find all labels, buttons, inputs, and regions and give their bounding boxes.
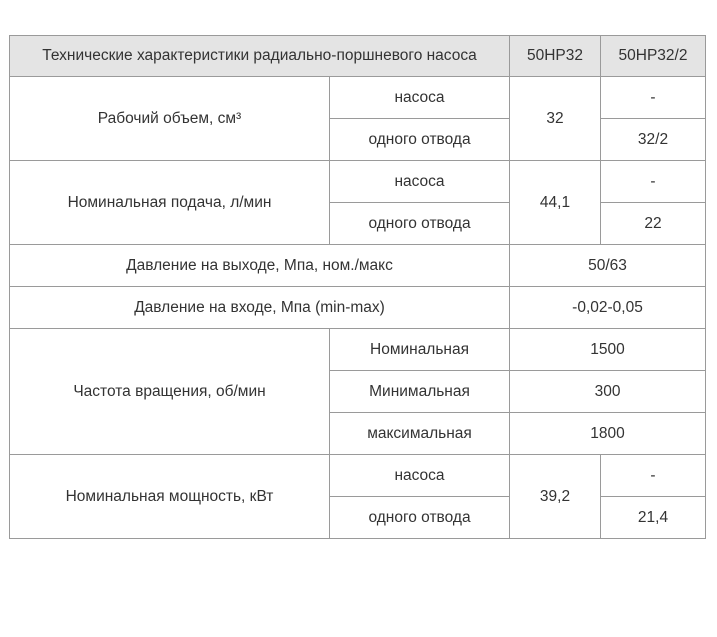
spec-table (9, 35, 706, 539)
table-row (10, 161, 706, 203)
speed-maximum-value: 1800 (510, 413, 706, 455)
displacement-model2-outlet: 32/2 (601, 119, 706, 161)
speed-nominal-value: 1500 (510, 329, 706, 371)
displacement-label: Рабочий объем, см³ (10, 77, 330, 161)
power-label: Номинальная мощность, кВт (10, 455, 330, 539)
speed-sub-maximum: максимальная (330, 413, 510, 455)
table-row (10, 455, 706, 497)
speed-minimum-value: 300 (510, 371, 706, 413)
power-model1-value: 39,2 (510, 455, 601, 539)
power-model2-outlet: 21,4 (601, 497, 706, 539)
power-sub-outlet: одного отвода (330, 497, 510, 539)
speed-label: Частота вращения, об/мин (10, 329, 330, 455)
speed-sub-minimum: Минимальная (330, 371, 510, 413)
displacement-model1-value: 32 (510, 77, 601, 161)
flow-model1-value: 44,1 (510, 161, 601, 245)
table-row (10, 245, 706, 287)
table-row (10, 77, 706, 119)
flow-sub-outlet: одного отвода (330, 203, 510, 245)
flow-label: Номинальная подача, л/мин (10, 161, 330, 245)
speed-sub-nominal: Номинальная (330, 329, 510, 371)
header-row (10, 36, 706, 77)
model-1-header: 50НР32 (510, 36, 601, 77)
model-2-header: 50НР32/2 (601, 36, 706, 77)
inlet-pressure-label: Давление на входе, Мпа (min-max) (10, 287, 510, 329)
power-sub-pump: насоса (330, 455, 510, 497)
inlet-pressure-value: -0,02-0,05 (510, 287, 706, 329)
flow-model2-outlet: 22 (601, 203, 706, 245)
table-title: Технические характеристики радиально-поршневого насоса (10, 36, 510, 77)
displacement-model2-pump: - (601, 77, 706, 119)
displacement-sub-pump: насоса (330, 77, 510, 119)
outlet-pressure-label: Давление на выходе, Мпа, ном./макс (10, 245, 510, 287)
table-row (10, 287, 706, 329)
flow-model2-pump: - (601, 161, 706, 203)
outlet-pressure-value: 50/63 (510, 245, 706, 287)
table-row (10, 329, 706, 371)
power-model2-pump: - (601, 455, 706, 497)
flow-sub-pump: насоса (330, 161, 510, 203)
displacement-sub-outlet: одного отвода (330, 119, 510, 161)
